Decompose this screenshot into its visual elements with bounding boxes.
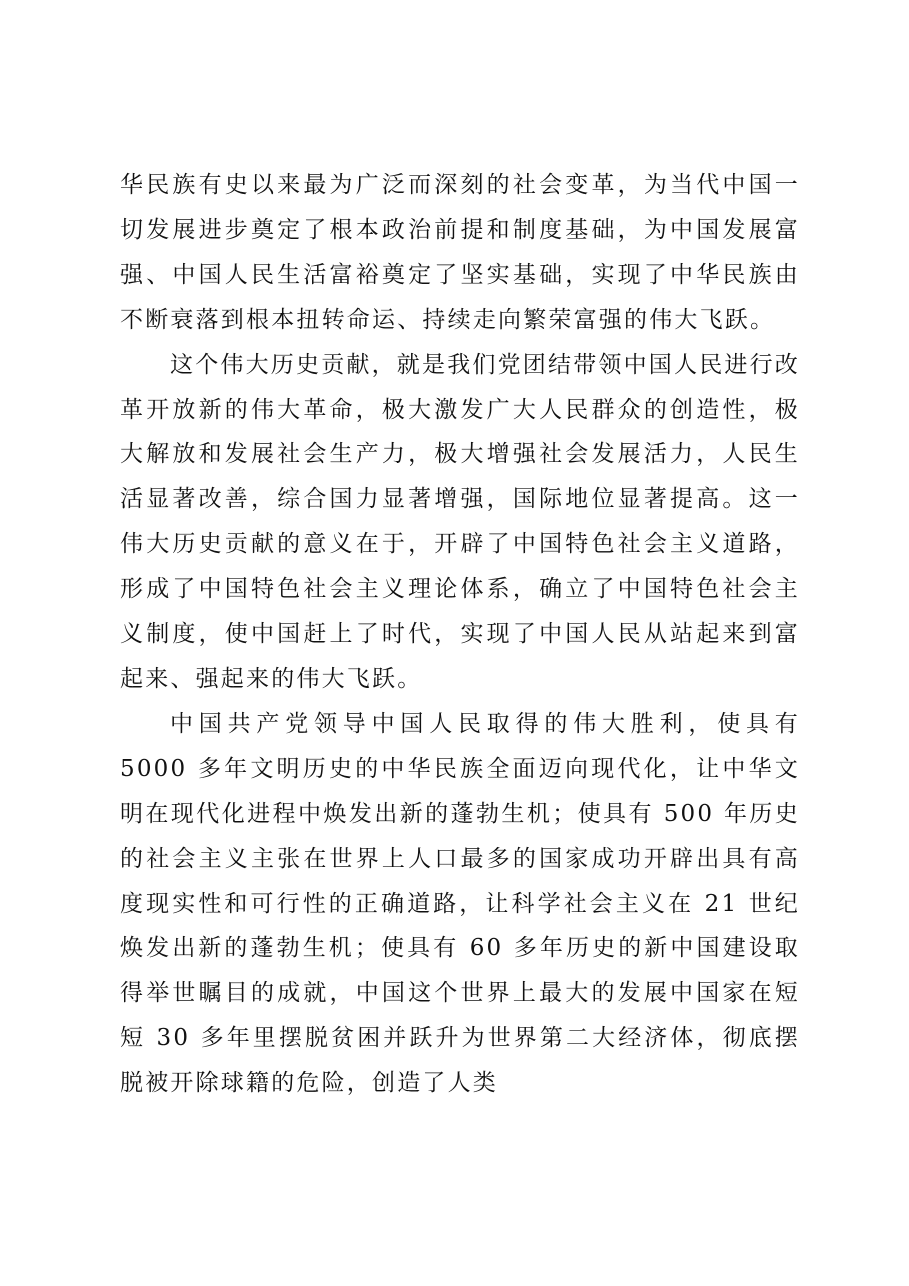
paragraph-2: 这个伟大历史贡献，就是我们党团结带领中国人民进行改革开放新的伟大革命，极大激发广大人民群众的创造性，极大解放和发展社会生产力，极大增强社会发展活力，人民生活显著改善，综合国力显著增强，国际地位显著提高。这一伟大历史贡献的意义在于，开辟了中国特色社会主义道路，形成了中国特色社会主义理论体系，确立了中国特色社会主义制度，使中国赶上了时代，实现了中国人民从站起来到富起来、强起来的伟大飞跃。 [120, 351, 800, 692]
paragraph-1: 华民族有史以来最为广泛而深刻的社会变革，为当代中国一切发展进步奠定了根本政治前提和制度基础，为中国发展富强、中国人民生活富裕奠定了坚实基础，实现了中华民族由不断衰落到根本扭转命运、持续走向繁荣富强的伟大飞跃。 [120, 172, 800, 333]
paragraph-3: 中国共产党领导中国人民取得的伟大胜利，使具有 5000 多年文明历史的中华民族全面迈向现代化，让中华文明在现代化进程中焕发出新的蓬勃生机；使具有 500 年历史的社会主义主张在世界上人口最多的国家成功开辟出具有高度现实性和可行性的正确道路，让科学社会主义在 21 世纪焕发出新的蓬勃生机；使具有 60 多年历史的新中国建设取得举世瞩目的成就，中国这个世界上最大的发展中国家在短短 30 多年里摆脱贫困并跃升为世界第二大经济体，彻底摆脱被开除球籍的危险，创造了人类 [120, 710, 800, 1097]
document-body [120, 163, 800, 1106]
